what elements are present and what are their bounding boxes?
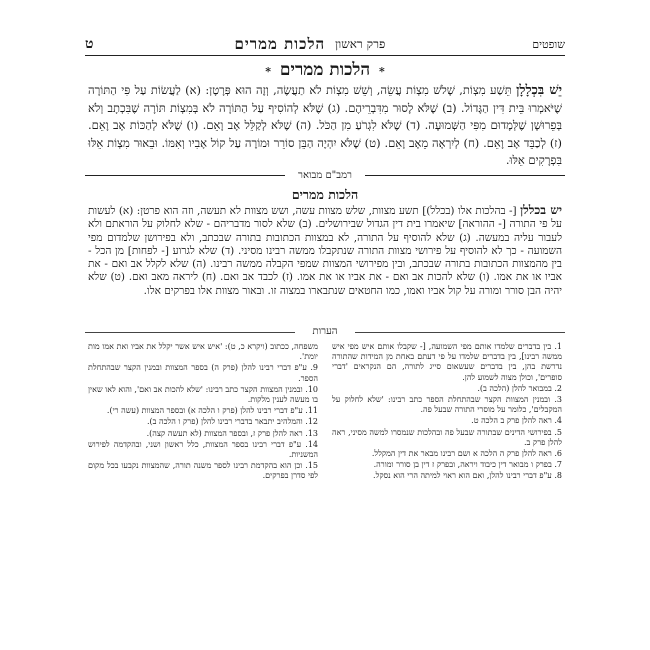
notes-column-right <box>332 342 562 483</box>
section-title <box>85 60 565 80</box>
header-title: הלכות ממרים <box>234 34 326 53</box>
section-title-text: הלכות ממרים <box>279 60 371 80</box>
footnote: 9. ע"פ דברי רבינו להלן (פרק ה) בספר המצוות ובמנין הקצר שבהתחלת הספר. <box>88 363 318 383</box>
footnote: 14. ע"פ דברי רבינו בספר המצוות, כלל ראשון ושני, ובהקדמה לפירוש המשניות. <box>88 439 318 460</box>
commentary-opening-words: יש בכללן <box>520 203 562 217</box>
footnote: 3. ובמנין המצוות הקצר שבהתחלת הספר כתב רבינו: 'שלא לחלוק על המקבלים', כלומר על מוסרי התורה שבעל פה. <box>332 395 562 415</box>
footnote: 12. והמלהיב יתבאר בדברי רבינו להלן (פרק ו הלכה ב). <box>146 417 318 427</box>
footnote: משפחה, ככתוב (ויקרא כ, ט): 'איש איש אשר יקלל את אביו ואת אמו מות יומת'. <box>88 342 318 362</box>
header-center <box>234 35 391 54</box>
commentary-title: הלכות ממרים <box>291 187 359 202</box>
footnote: 1. בין בדברים שלמדו אותם מפי השמועה, [- שקבלו אותם איש מפי איש ממשה רבינו], בין בדברים שלמדו על פי דעתם באחת מן המידות שהתורה נדרשת בהן, בין בדברים שעשאום סייג לתורה, הם הנקראים 'דברי סופרים', וכולן מצוה לשמוע להן. <box>332 342 562 382</box>
notes-label: הערות <box>295 326 355 338</box>
header-book: שופטים <box>532 37 565 51</box>
main-text <box>88 82 562 170</box>
main-text-body: תֵּשַׁע מִצְוֹת, שָׁלֹשׁ מִצְוֹת עֲשֵׂה, וְשֵׁשׁ מִצְוֹת לֹא תַעֲשֶׂה, וְזֶה הוּא פְּרָטָן: (א) לַעֲשׂוֹת עַל פִּי הַתּוֹרָה שֶׁיֹּאמְרוּ בֵּית דִּין הַגָּדוֹל. (ב) שֶׁלֹּא לָסוּר מִדִּבְרֵיהֶם. (ג) שֶׁלֹּא לְהוֹסִיף עַל הַתּוֹרָה לֹא בְּמִצְוֹת תּוֹרָה שֶׁבִּכְתָב וְלֹא בְּפֵרוּשָׁן שֶׁלְּמָדוּם מִפִּי הַשְּׁמוּעָה. (ד) שֶׁלֹּא לִגְרֹעַ מִן הַכֹּל. (ה) שֶׁלֹּא לְקַלֵּל אָב וָאֵם. (ו) שֶׁלֹּא לְהַכּוֹת אָב וָאֵם. (ז) לְכַבֵּד אָב וָאֵם. (ח) לְיִרְאָה מֵאָב וָאֵם. (ט) שֶׁלֹּא יִהְיֶה הַבֵּן סוֹרֵר וּמוֹרֶה עַל קוֹל אָבִיו וְאִמּוֹ. וּבֵאוּר מִצְוֹת אֵלּוּ בִּפְרָקִים אֵלּוּ. <box>88 83 562 167</box>
footnotes <box>88 342 562 483</box>
commentary-text <box>88 204 562 298</box>
footnote: 15. וכן הוא בהקדמת רבינו לספר משנה תורה, שהמצוות נקבעו בכל מקום לפי סדרן בפרקים. <box>88 461 318 481</box>
footnote: 7. בפרק ו מבואר דין כיבוד ויראה, ובפרק ז דין בן סורר ומורה. <box>373 460 562 470</box>
footnote: 4. ראה להלן פרק ב הלכה ט. <box>471 416 562 426</box>
footnote: 8. ע"פ דברי רבינו להלן, ואם הוא ראוי למיתה הרי הוא נסקל. <box>373 471 562 481</box>
footnote: 2. במבואר להלן (הלכה ב). <box>477 383 562 393</box>
notes-column-left <box>88 342 318 483</box>
footnote: 10. ובמנין המצוות הקצר כתב רבינו: 'שלא להכות אב ואם', והוא לאו שאין בו מעשה לענין מלקות. <box>88 384 318 405</box>
page-number: ט <box>85 35 94 52</box>
main-opening-words: יֵשׁ בִּכְלָלָן <box>516 83 563 98</box>
title-mark-end: * <box>265 65 271 78</box>
header-chapter: פרק ראשון <box>335 36 386 51</box>
footnote: 13. ראה להלן פרק ז, ובספר המצוות (לא תעשה קצה). <box>146 428 318 438</box>
commentary-body: [- בהלכות אלו (בכלל)] תשע מצוות, שלש מצוות עשה, ושש מצוות לא תעשה, וזה הוא פרטן: (א) לעשות על פי התורה [- ההוראה] שיאמרו בית דין הגדול שבירושלים. (ב) שלא לסור מדבריהם - שלא לחלוק על הוראתם ולא לעבור עליה במעשה. (ג) שלא להוסיף על התורה, לא במצוות הכתובות בתורה שבכתב, ולא בפירושן שלמדום מפי השמועה - כך לא להוסיף על פירושי מצוות התורה שנתקבלו ממשה רבינו מסיני. (ד) שלא לגרוע [- לפחות] מן הכל - בין מהמצוות הכתובות בתורה שבכתב, ובין מפירושי המצוות שמפי הקבלה ממשה רבינו. (ה) שלא לקלל אב ואם - את אביו או את אמו. (ו) שלא להכות אב ואם - את אביו או את אמו. (ז) לכבד אב ואם. (ח) ליראה מאב ואם. (ט) שלא יהיה הבן סורר ומורה על קול אביו ואמו, כמו החטאים שנתבארו במצוה זו. ובאור מצוות אלו בפרקים אלו. <box>88 205 562 297</box>
footnote: 6. ראה להלן פרק ה הלכה א ושם רבינו מבאר את דין המקלל. <box>371 449 562 459</box>
commentary-label: רמב"ם מבואר <box>285 171 365 181</box>
footnote: 5. בפירושי הדינים שבתורה שבעל פה ובהלכות שנמסרו למשה מסיני, ראה להלן פרק ב. <box>332 427 562 447</box>
title-mark: * <box>379 65 385 78</box>
footnote: 11. ע"פ דברי רבינו להלן (פרק ו הלכה א) ובספר המצוות (עשה רי). <box>106 406 318 416</box>
running-header <box>85 33 565 56</box>
